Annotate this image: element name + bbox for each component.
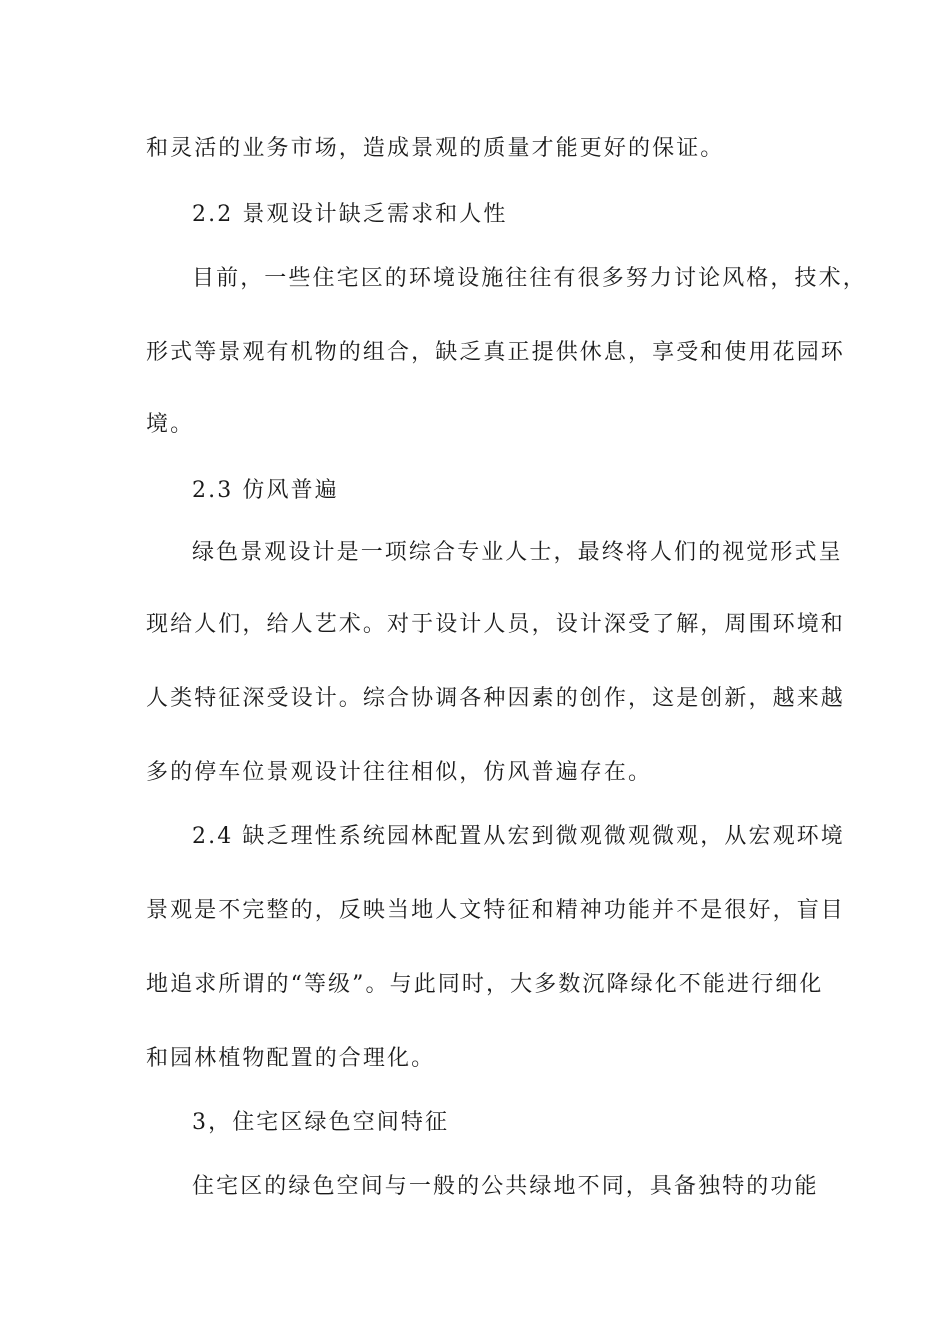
paragraph-line: 景观是不完整的，反映当地人文特征和精神功能并不是很好，盲目 — [146, 898, 845, 923]
paragraph-line: 绿色景观设计是一项综合专业人士，最终将人们的视觉形式呈 — [192, 540, 843, 565]
section-heading-3: 3，住宅区绿色空间特征 — [192, 1110, 450, 1135]
paragraph-line: 和园林植物配置的合理化。 — [146, 1046, 436, 1071]
section-heading-2-4: 2.4 缺乏理性系统园林配置从宏到微观微观微观，从宏观环境 — [192, 824, 845, 849]
paragraph-line: 现给人们，给人艺术。对于设计人员，设计深受了解，周围环境和 — [146, 612, 845, 637]
paragraph-line: 形式等景观有机物的组合，缺乏真正提供休息，享受和使用花园环 — [146, 340, 845, 365]
paragraph-line: 地追求所谓的“等级”。与此同时，大多数沉降绿化不能进行细化 — [146, 972, 824, 997]
paragraph-line: 多的停车位景观设计往往相似，仿风普遍存在。 — [146, 760, 653, 785]
section-heading-2-3: 2.3 仿风普遍 — [192, 478, 339, 503]
paragraph-line: 住宅区的绿色空间与一般的公共绿地不同，具备独特的功能 — [192, 1174, 819, 1199]
paragraph-line: 目前，一些住宅区的环境设施往往有很多努力讨论风格，技术， — [192, 266, 867, 291]
paragraph-line: 人类特征深受设计。综合协调各种因素的创作，这是创新，越来越 — [146, 686, 845, 711]
section-heading-2-2: 2.2 景观设计缺乏需求和人性 — [192, 202, 508, 227]
paragraph-line: 境。 — [146, 412, 195, 437]
paragraph-line: 和灵活的业务市场，造成景观的质量才能更好的保证。 — [146, 136, 725, 161]
